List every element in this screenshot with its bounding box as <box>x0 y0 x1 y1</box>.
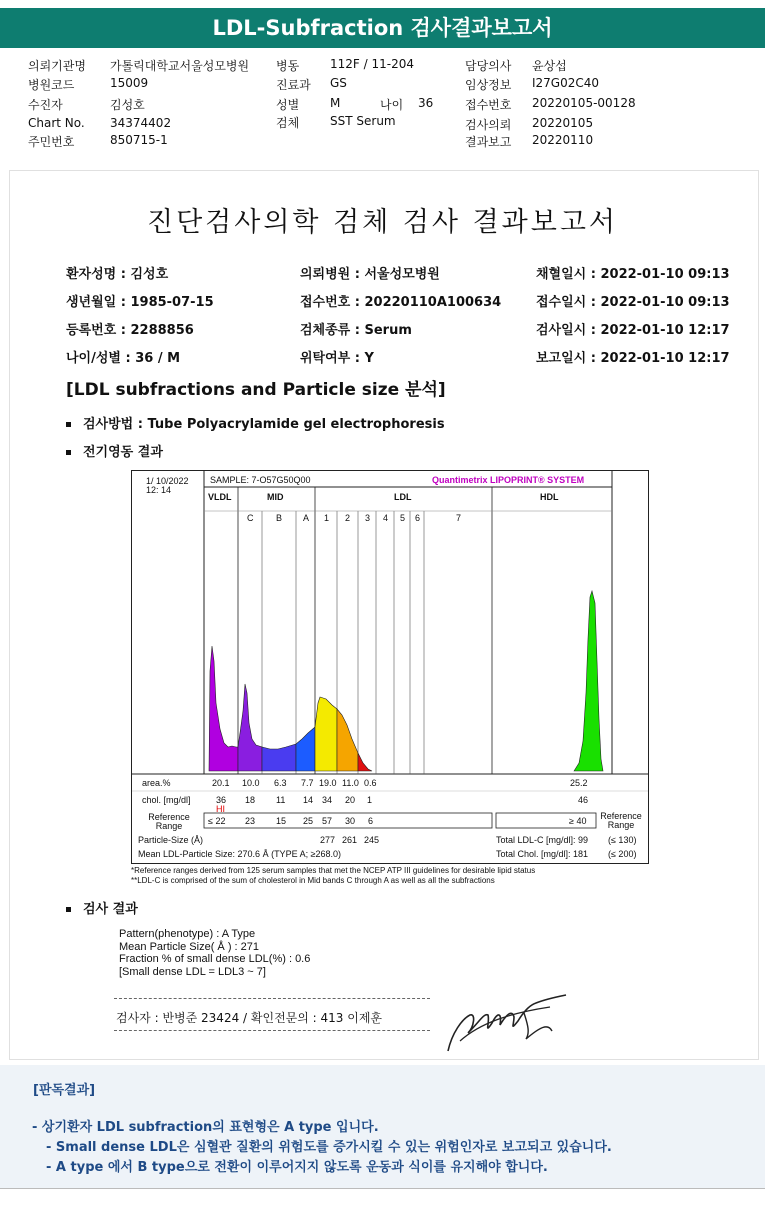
result-text <box>119 928 310 978</box>
header-value: 윤상섭 <box>532 59 567 73</box>
total-ldl: Total LDL-C [mg/dl]: 99 <box>496 835 589 845</box>
total-chol-ref: (≤ 200) <box>608 849 637 859</box>
header-value: 850715-1 <box>110 133 168 147</box>
method-text: 검사방법 : Tube Polyacrylamide gel electrophoresis <box>83 417 445 432</box>
header-value: 20220110 <box>532 133 594 147</box>
patient-field: 환자성명 : 김성호 <box>66 267 169 282</box>
header-value: 34374402 <box>110 116 172 130</box>
header-value: 112F / 11-204 <box>330 57 414 71</box>
peak-b <box>262 744 296 771</box>
area-value: 20.1 <box>212 778 230 788</box>
result-line: Mean Particle Size( Å ) : 271 <box>119 940 260 953</box>
header-label: 병동 <box>276 59 300 73</box>
ps-value: 261 <box>342 835 358 845</box>
area-value: 11.0 <box>342 778 359 788</box>
footnote-line: *Reference ranges derived from 125 serum samples that met the NCEP ATP III guidelines for desirable lipid status <box>131 866 536 875</box>
header-value: 김성호 <box>110 98 145 112</box>
band-label: 7 <box>456 513 462 523</box>
area-value: 0.6 <box>364 778 377 788</box>
header-value: 20220105 <box>532 116 594 130</box>
row-label-area: area.% <box>142 778 171 788</box>
group-label-ldl: LDL <box>394 492 412 502</box>
section-title: [LDL subfractions and Particle size 분석] <box>66 380 446 400</box>
patient-field: 위탁여부 : Y <box>300 351 374 366</box>
header-label: 나이 <box>380 98 404 112</box>
total-ldl-ref: (≤ 130) <box>608 835 637 845</box>
chart-sample: SAMPLE: 7-O57G50Q00 <box>210 475 311 485</box>
ref-value-hdl: ≥ 40 <box>569 816 587 826</box>
report-title: 진단검사의학 검체 검사 결과보고서 <box>147 207 618 238</box>
result-line: Pattern(phenotype) : A Type <box>119 928 256 940</box>
area-value-hdl: 25.2 <box>570 778 588 788</box>
divider <box>114 1030 430 1031</box>
ref-value: 30 <box>345 816 356 826</box>
verdict-heading: [판독결과] <box>33 1083 96 1098</box>
ps-value: 245 <box>364 835 380 845</box>
header-value: I27G02C40 <box>532 76 600 90</box>
page-title: LDL-Subfraction 검사결과보고서 <box>0 8 765 48</box>
group-label-mid: MID <box>267 492 284 502</box>
ref-value: 25 <box>303 816 314 826</box>
header-value: 15009 <box>110 76 149 90</box>
peak-1 <box>315 697 337 771</box>
chol-value-hdl: 46 <box>578 795 589 805</box>
header-value: M <box>330 96 341 110</box>
patient-field: 의뢰병원 : 서울성모병원 <box>300 267 440 282</box>
row-label-ref: Reference Range <box>148 812 190 831</box>
bottom-rule <box>0 1188 765 1189</box>
header-label: 검사의뢰 <box>465 118 512 132</box>
patient-field: 접수번호 : 20220110A100634 <box>300 295 502 310</box>
result-line: [Small dense LDL = LDL3 ~ 7] <box>119 965 266 978</box>
divider <box>114 998 430 999</box>
band-label: B <box>276 513 283 523</box>
peak-a <box>296 727 315 771</box>
ref-value: 57 <box>322 816 333 826</box>
chol-value: 20 <box>345 795 356 805</box>
area-value: 19.0 <box>319 778 337 788</box>
patient-field: 접수일시 : 2022-01-10 09:13 <box>536 295 730 310</box>
chart-time: 12: 14 <box>146 485 172 495</box>
header-label: 주민번호 <box>28 135 75 149</box>
ref-value: 23 <box>245 816 256 826</box>
header-value: 20220105-00128 <box>532 96 636 110</box>
bullet-icon <box>66 907 71 912</box>
header-label: 결과보고 <box>465 135 512 149</box>
electrophoresis-peaks <box>209 591 603 771</box>
peak-vldl <box>209 646 238 771</box>
ref-label-right: Reference Range <box>600 811 642 830</box>
signature-line: 검사자 : 반병준 23424 / 확인전문의 : 413 이제훈 <box>116 1011 383 1025</box>
patient-field: 채혈일시 : 2022-01-10 09:13 <box>536 267 730 282</box>
chol-value: 18 <box>245 795 256 805</box>
row-label-chol: chol. [mg/dl] <box>142 795 191 805</box>
area-value: 7.7 <box>301 778 314 788</box>
electro-text: 전기영동 결과 <box>83 445 163 460</box>
header-label: 진료과 <box>276 78 311 92</box>
peak-3 <box>358 753 372 771</box>
verdict-line: - 상기환자 LDL subfraction의 표현형은 A type 입니다. <box>32 1120 379 1135</box>
peak-hdl <box>574 591 603 771</box>
header-value: 36 <box>418 96 434 110</box>
group-label-hdl: HDL <box>540 492 559 502</box>
patient-field: 보고일시 : 2022-01-10 12:17 <box>536 351 730 366</box>
header-label: 접수번호 <box>465 98 512 112</box>
band-label: A <box>303 513 310 523</box>
peak-c <box>238 684 262 771</box>
chart-brand: Quantimetrix LIPOPRINT® SYSTEM <box>432 475 585 485</box>
header-label: 담당의사 <box>465 59 512 73</box>
patient-field: 검체종류 : Serum <box>300 323 412 338</box>
chol-value: 36 <box>216 795 227 805</box>
ps-value: 277 <box>320 835 336 845</box>
handwritten-signature <box>440 993 570 1055</box>
band-label: 2 <box>345 513 351 523</box>
footnotes <box>131 866 535 886</box>
group-label-vldl: VLDL <box>208 492 232 502</box>
chol-value: 34 <box>322 795 333 805</box>
result-bullet <box>66 898 138 917</box>
patient-field: 나이/성별 : 36 / M <box>66 351 181 366</box>
patient-field: 생년월일 : 1985-07-15 <box>66 295 214 310</box>
bullet-icon <box>66 422 71 427</box>
hi-flag: HI <box>216 804 225 814</box>
ref-value: 15 <box>276 816 287 826</box>
band-label: C <box>247 513 254 523</box>
lipoprint-chart <box>131 470 649 864</box>
ref-value: 6 <box>368 816 374 826</box>
header-label: 임상정보 <box>465 78 512 92</box>
header-value: SST Serum <box>330 114 396 128</box>
header-value: GS <box>330 76 347 90</box>
header-label: Chart No. <box>28 116 85 130</box>
verdict-line: - Small dense LDL은 심혈관 질환의 위험도를 증가시킬 수 있는 위험인자로 보고되고 있습니다. <box>46 1140 612 1155</box>
chol-value: 14 <box>303 795 314 805</box>
band-label: 6 <box>415 513 421 523</box>
chart-date: 1/ 10/2022 <box>146 476 189 486</box>
chol-value: 1 <box>367 795 373 805</box>
header-value: 가톨릭대학교서울성모병원 <box>110 59 250 73</box>
chol-value: 11 <box>276 795 286 805</box>
area-value: 10.0 <box>242 778 260 788</box>
ref-value: ≤ 22 <box>208 816 226 826</box>
bullet-icon <box>66 450 71 455</box>
peak-2 <box>337 709 358 771</box>
verdict-line: - A type 에서 B type으로 전환이 이루어지지 않도록 운동과 식이를 유지해야 합니다. <box>46 1160 548 1175</box>
mean-size: Mean LDL-Particle Size: 270.6 Å (TYPE A; ≥268.0) <box>138 849 342 859</box>
result-line: Fraction % of small dense LDL(%) : 0.6 <box>119 953 311 965</box>
header-label: 성별 <box>276 98 300 112</box>
patient-field: 등록번호 : 2288856 <box>66 323 194 338</box>
header-label: 병원코드 <box>28 78 75 92</box>
band-label: 3 <box>365 513 371 523</box>
verdict-panel <box>0 1065 765 1188</box>
total-chol: Total Chol. [mg/dl]: 181 <box>496 849 589 859</box>
row-label-ps: Particle-Size (Å) <box>138 835 204 845</box>
electro-bullet <box>66 441 163 460</box>
band-label: 4 <box>383 513 389 523</box>
band-label: 1 <box>324 513 330 523</box>
band-label: 5 <box>400 513 406 523</box>
footnote-line: **LDL-C is comprised of the sum of cholesterol in Mid bands C through A as well as all the subfractions <box>131 876 495 885</box>
header-label: 의뢰기관명 <box>28 59 86 73</box>
lipoprint-svg <box>132 471 648 863</box>
result-heading: 검사 결과 <box>83 902 138 917</box>
header-label: 검체 <box>276 116 300 130</box>
method-bullet <box>66 413 445 432</box>
header-label: 수진자 <box>28 98 63 112</box>
area-value: 6.3 <box>274 778 287 788</box>
patient-field: 검사일시 : 2022-01-10 12:17 <box>536 323 730 338</box>
